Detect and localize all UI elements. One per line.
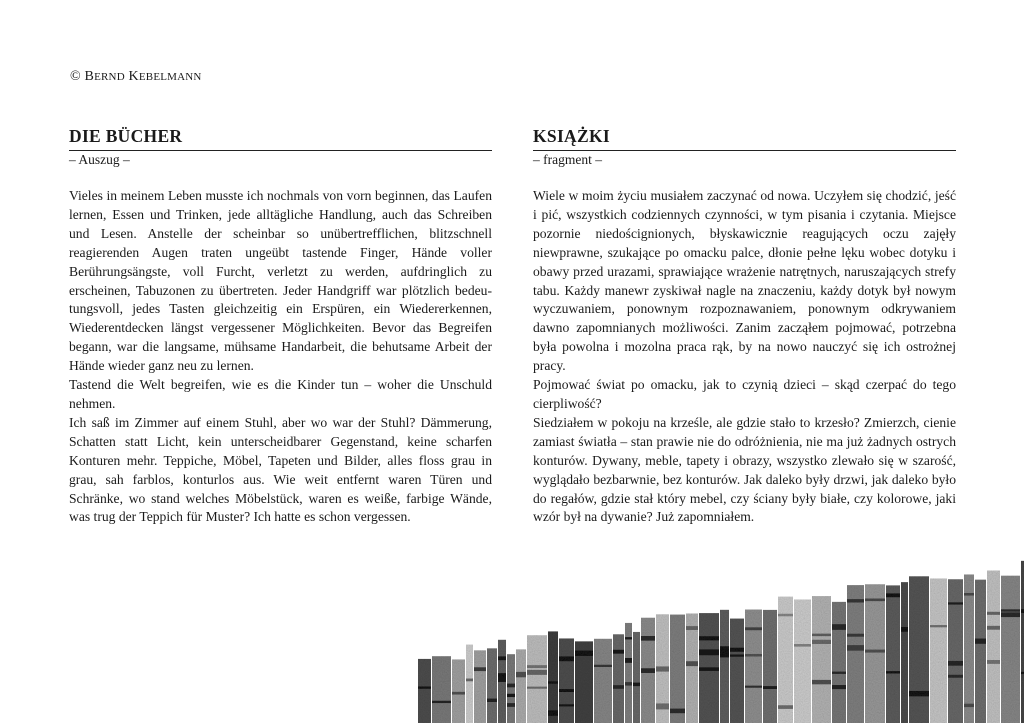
book-spine-band	[964, 704, 974, 707]
book-spine	[832, 602, 846, 723]
german-paragraph-3: Ich saß im Zimmer auf einem Stuhl, aber wo war der Stuhl? Dämmerung, Schatten statt Licht, kein unterscheidbarer Gegenstand, keine scharfen Konturen mehr. Teppiche, Möbel, Tapeten und Bilder, alles floss grau in grau, sah farblos, konturlos aus. Wie weit entfernt waren Türen und Schränke, wo stand welches Möbelstück, waren es weiße, farbige Wände, was trug der Teppich für Muster? Ich hatte es schon vergessen.	[69, 414, 492, 525]
book-spine	[909, 576, 929, 723]
book-spine-band	[641, 636, 655, 641]
book-spine-band	[812, 680, 831, 684]
book-spine-band	[745, 654, 762, 657]
book-spine	[452, 659, 465, 723]
book-spine-band	[886, 593, 900, 597]
book-spine-band	[559, 704, 574, 706]
book-spine-band	[452, 692, 465, 695]
book-spine	[794, 599, 811, 723]
book-spine-band	[987, 626, 1000, 630]
book-spine-band	[812, 640, 831, 644]
author-last-rest: EBELMANN	[138, 71, 202, 83]
book-spine	[901, 582, 908, 723]
book-spine-band	[865, 650, 885, 653]
book-spine-band	[594, 665, 612, 667]
book-spine-band	[527, 665, 547, 668]
polish-column	[533, 126, 956, 527]
book-spine-band	[466, 679, 473, 682]
book-spine-band	[656, 666, 669, 671]
book-spine	[1001, 576, 1020, 723]
book-spine	[865, 584, 885, 723]
book-spine-band	[559, 656, 574, 661]
polish-title: KSIĄŻKI	[533, 126, 956, 151]
book-spine-band	[1001, 612, 1020, 617]
book-spine	[466, 645, 473, 723]
book-spine-band	[559, 689, 574, 692]
book-spine-band	[699, 667, 719, 671]
book-spine-band	[865, 599, 885, 602]
book-spine	[730, 619, 744, 723]
book-spine	[527, 635, 547, 723]
book-spine-band	[948, 675, 963, 678]
book-spine-band	[498, 678, 506, 682]
book-spine-band	[699, 649, 719, 655]
book-spine-band	[832, 685, 846, 689]
book-spine-band	[794, 644, 811, 647]
book-spine	[548, 631, 558, 723]
book-spine-band	[763, 686, 777, 689]
book-spine	[418, 659, 431, 723]
book-spine	[516, 649, 526, 723]
book-spine-band	[975, 639, 986, 644]
book-spine	[670, 615, 685, 723]
german-paragraph-2: Tastend die Welt begreifen, wie es die Kinder tun – woher die Unschuld nehmen.	[69, 377, 492, 411]
polish-paragraph-3: Siedziałem w pokoju na krześle, ale gdzie stało to krzesło? Zmierzch, cienie zamiast światła – stan prawie nie do odróżnienia, nie ma już żadnych ostrych konturów. Dywany, meble, tapety i obrazy, wszystko zlewało się w szarość, wyglądało bezbarwnie, bez konturów. Jak daleko były drzwi, jak daleko było do regałów, gdzie stał który mebel, czy ściany były białe, czy kolorowe, jaki wzór był na dywanie? Już zapomniałem.	[533, 414, 956, 525]
book-spine-band	[498, 656, 506, 660]
german-title: DIE BÜCHER	[69, 126, 492, 151]
book-spine-band	[1001, 609, 1020, 611]
book-spine	[847, 585, 864, 723]
book-spine-band	[886, 671, 900, 673]
book-spine	[930, 578, 947, 723]
german-text	[69, 187, 492, 527]
book-spine	[594, 639, 612, 723]
book-spine	[812, 596, 831, 723]
book-spine-band	[987, 612, 1000, 615]
book-spine	[633, 632, 640, 723]
book-spine	[432, 656, 451, 723]
book-spine-band	[745, 627, 762, 630]
book-spine-band	[964, 593, 974, 596]
book-spine-band	[613, 685, 624, 689]
book-spine-band	[812, 634, 831, 637]
book-spine-band	[474, 667, 486, 671]
book-spine-band	[432, 701, 451, 703]
book-spine	[964, 574, 974, 723]
book-spine-band	[948, 661, 963, 666]
book-spine-band	[832, 624, 846, 630]
book-spine-band	[507, 703, 515, 707]
book-spine	[720, 610, 729, 723]
book-spine-band	[930, 625, 947, 627]
book-spine-band	[686, 661, 698, 666]
book-spine-band	[847, 599, 864, 602]
book-spine-band	[548, 681, 558, 683]
book-spine-band	[487, 699, 497, 702]
book-spine	[487, 648, 497, 723]
book-spine-band	[633, 683, 640, 687]
book-spine	[975, 580, 986, 723]
book-spine-band	[699, 636, 719, 640]
copyright-symbol: ©	[70, 69, 81, 84]
book-spine-band	[778, 705, 793, 709]
book-spine-band	[527, 670, 547, 675]
book-spine-band	[686, 626, 698, 630]
book-spine-band	[720, 650, 729, 656]
book-spine-band	[527, 687, 547, 689]
book-spine-band	[745, 686, 762, 688]
book-spine-band	[909, 691, 929, 696]
book-spine-band	[730, 654, 744, 656]
book-spine	[507, 654, 515, 723]
book-spine-band	[575, 651, 593, 656]
author-last-initial: K	[128, 69, 139, 84]
book-spine	[987, 571, 1000, 723]
german-subtitle: – Auszug –	[69, 152, 130, 167]
book-spine-band	[778, 614, 793, 617]
book-spine-band	[948, 602, 963, 604]
book-spine-band	[987, 660, 1000, 664]
book-spine-band	[625, 682, 632, 685]
book-spine	[886, 585, 900, 723]
book-spine-band	[418, 686, 431, 688]
author-first-initial: B	[84, 69, 95, 84]
polish-text	[533, 187, 956, 527]
book-spine-band	[548, 710, 558, 715]
copyright-line	[70, 69, 202, 85]
book-spine-band	[625, 658, 632, 663]
author-first-rest: ERND	[94, 71, 125, 83]
german-paragraph-1: Vieles in meinem Leben musste ich nochmals von vorn beginnen, das Laufen lernen, Essen und Trinken, jede alltägliche Handlung, auch das Schreiben und Lesen. Anstelle der scheinbar so unübertrefflichen, blitzschnell reagierenden Augen traten ungeübt tastende Finger, Hände voller Berührungsängste, voll Furcht, verletzt zu werden, aufdringlich zu erscheinen, Tabuzonen zu übertreten. Jeder Handgriff war plötzlich bedeutungsvoll, jedes Tasten gleichzeitig ein Erspüren, ein Wiedererkennen, Wiederentdecken längst vergessener Möglichkeiten. Bevor das Begreifen begann, war die langsame, mühsame Handarbeit, die behutsame Arbeit der Hände wieder ganz neu zu lernen.	[69, 188, 492, 374]
book-spine-band	[832, 672, 846, 674]
book-spine	[613, 634, 624, 723]
book-spine-band	[498, 673, 506, 678]
book-spine	[745, 610, 762, 723]
book-spine-band	[730, 648, 744, 652]
book-spine-band	[656, 703, 669, 709]
book-spine	[763, 610, 777, 723]
book-spine-band	[901, 627, 908, 632]
polish-subtitle: – fragment –	[533, 152, 602, 167]
book-spine-band	[507, 694, 515, 697]
book-spine-band	[641, 668, 655, 673]
german-column	[69, 126, 492, 527]
book-spine-band	[625, 637, 632, 639]
book-spine-band	[507, 684, 515, 688]
book-spine-band	[847, 634, 864, 637]
polish-paragraph-2: Pojmować świat po omacku, jak to czynią dzieci – skąd czerpać do tego cierpliwość?	[533, 377, 956, 411]
book-spine	[559, 638, 574, 723]
book-spine-band	[613, 650, 624, 654]
book-spine	[948, 579, 963, 723]
book-spine	[474, 650, 486, 723]
polish-paragraph-1: Wiele w moim życiu musiałem zaczynać od nowa. Uczyłem się chodzić, jeść i pić, wszystkich codziennych czynności, w tym pisania i czytania. Miejsce pozornie niedoścignionych, błyskawicznie reagujących oczu zajęły niewprawne, szukające po omacku palce, dłonie pełne lęku wobec dotyku i obawy przed urazami, sprawiające wrażenie natrętnych, naruszających strefy tabu. Każdy manewr zyskiwał nagle na znaczeniu, każdy dotyk był nowym wyczuwaniem, ponownym rozpoznawaniem, ponownym odkrywaniem dawno zapomnianych możliwości. Zanim zacząłem pojmować, potrzebna była powolna i mozolna praca rąk, by na nowo nauczyć się ich ostrożnej pracy.	[533, 188, 956, 374]
book-spine-band	[847, 645, 864, 651]
bookshelf-illustration	[418, 548, 1024, 723]
book-spine-band	[516, 672, 526, 677]
book-spine-band	[670, 709, 685, 714]
